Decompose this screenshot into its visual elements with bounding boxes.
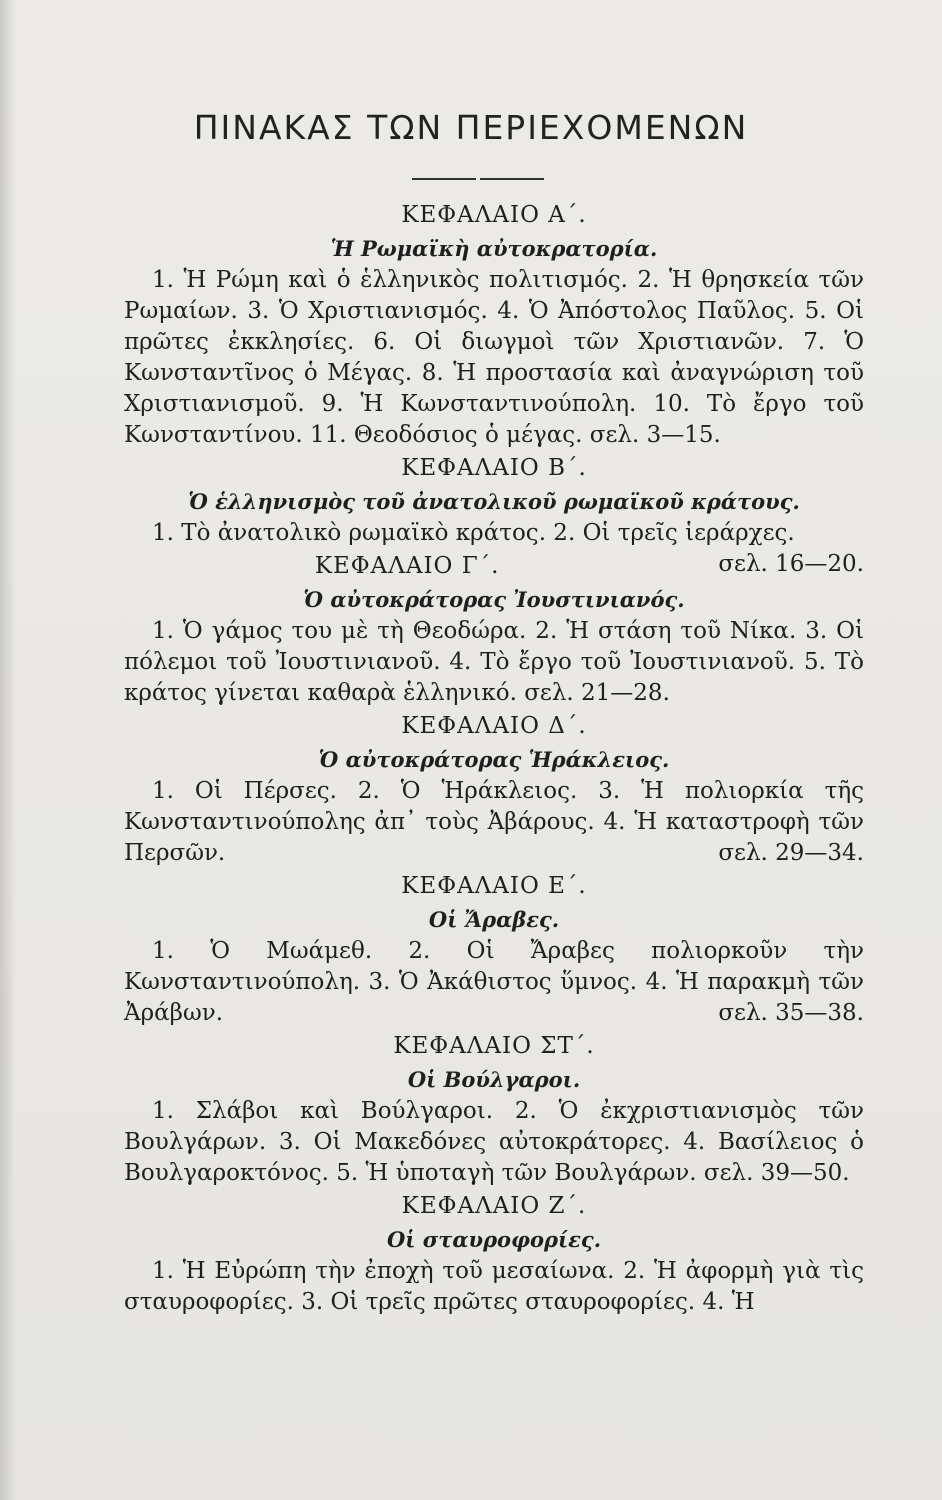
chapter-5 [124, 869, 864, 1029]
chapter-title: Ὁ αὐτοκράτορας Ἡράκλειος. [318, 747, 670, 772]
page-edge-shadow [0, 0, 16, 1500]
chapter-7 [124, 1189, 864, 1318]
chapter-sections: 1. Σλάβοι καὶ Βούλγαροι. 2. Ὁ ἐκχριστιανισμὸς τῶν Βουλγάρων. 3. Οἱ Μακεδόνες αὐτοκράτορες. 4. Βασίλειος ὁ Βουλγαροκτόνος. 5. Ἡ ὑποταγὴ τῶν Βουλγάρων. [124, 1098, 864, 1186]
chapter-label: ΚΕΦΑΛΑΙΟ Β΄. [401, 455, 587, 481]
chapter-contents [124, 1096, 864, 1189]
chapter-sections: 1. Ἡ Εὐρώπη τὴν ἐποχὴ τοῦ μεσαίωνα. 2. Ἡ ἀφορμὴ γιὰ τὶς σταυροφορίες. 3. Οἱ τρεῖς πρῶτες σταυροφορίες. 4. Ἡ [124, 1258, 864, 1315]
chapter-contents [124, 265, 864, 451]
page-range: σελ. 39—50. [703, 1160, 850, 1186]
page-range: σελ. 21—28. [524, 680, 670, 706]
chapter-6 [124, 1029, 864, 1189]
chapter-label: ΚΕΦΑΛΑΙΟ Δ΄. [401, 713, 587, 739]
chapter-title: Οἱ σταυροφορίες. [386, 1227, 602, 1252]
chapter-sections: 1. Ὁ γάμος του μὲ τὴ Θεοδώρα. 2. Ἡ στάση τοῦ Νίκα. 3. Οἱ πόλεμοι τοῦ Ἰουστινιανοῦ. 4. Τὸ ἔργο τοῦ Ἰουστινιανοῦ. 5. Τὸ κράτος γίνεται καθαρὰ ἑλληνικό. [124, 618, 864, 706]
chapter-sections: 1. Ὁ Μωάμεθ. 2. Οἱ Ἄραβες πολιορκοῦν τὴν Κωνσταντινούπολη. 3. Ὁ Ἀκάθιστος ὕμνος. 4. Ἡ παρακμὴ τῶν Ἀράβων. [124, 938, 864, 1026]
chapter-label: ΚΕΦΑΛΑΙΟ Ζ΄. [401, 1193, 587, 1219]
divider-rule-right [480, 178, 544, 180]
chapter-label: ΚΕΦΑΛΑΙΟ ΣΤ΄. [393, 1033, 595, 1059]
page-range: σελ. 16—20. [718, 551, 864, 577]
chapter-sections: 1. Οἱ Πέρσες. 2. Ὁ Ἡράκλειος. 3. Ἡ πολιορκία τῆς Κωνσταντινούπολης ἀπ᾿ τοὺς Ἀβάρους. 4. Ἡ καταστροφὴ τῶν Περσῶν. [124, 778, 864, 866]
chapter-contents [124, 936, 864, 1029]
chapter-contents [124, 616, 864, 709]
divider-rule-left [412, 178, 476, 180]
chapter-sections: 1. Ἡ Ρώμη καὶ ὁ ἑλληνικὸς πολιτισμός. 2. Ἡ θρησκεία τῶν Ρωμαίων. 3. Ὁ Χριστιανισμός. 4. Ὁ Ἀπόστολος Παῦλος. 5. Οἱ πρῶτες ἐκκλησίες. 6. Οἱ διωγμοὶ τῶν Χριστιανῶν. 7. Ὁ Κωνσταντῖνος ὁ Μέγας. 8. Ἡ προστασία καὶ ἀναγνώριση τοῦ Χριστιανισμοῦ. 9. Ἡ Κωνσταντινούπολη. 10. Τὸ ἔργο τοῦ Κωνσταντίνου. 11. Θεοδόσιος ὁ μέγας. [124, 267, 864, 448]
page-range: σελ. 29—34. [718, 840, 864, 866]
chapter-title: Οἱ Ἄραβες. [428, 907, 560, 932]
chapter-label: ΚΕΦΑΛΑΙΟ Γ΄. [314, 553, 500, 579]
chapter-title: Ἡ Ρωμαϊκὴ αὐτοκρατορία. [330, 236, 658, 261]
chapter-title: Ὁ αὐτοκράτορας Ἰουστινιανός. [303, 587, 685, 612]
page-range: σελ. 3—15. [589, 422, 721, 448]
chapter-sections: 1. Τὸ ἀνατολικὸ ρωμαϊκὸ κράτος. 2. Οἱ τρεῖς ἱεράρχες. [152, 520, 795, 546]
chapter-title: Ὁ ἑλληνισμὸς τοῦ ἀνατολικοῦ ρωμαϊκοῦ κράτους. [188, 489, 800, 514]
chapter-label: ΚΕΦΑΛΑΙΟ Ε΄. [401, 873, 587, 899]
page-title: ΠΙΝΑΚΑΣ ΤΩΝ ΠΕΡΙΕΧΟΜΕΝΩΝ [193, 108, 749, 147]
chapter-label: ΚΕΦΑΛΑΙΟ Α΄. [401, 202, 587, 228]
chapter-4 [124, 709, 864, 869]
chapter-title: Οἱ Βούλγαροι. [407, 1067, 581, 1092]
table-of-contents [124, 198, 864, 1318]
chapter-contents [124, 776, 864, 869]
chapter-contents [124, 1256, 864, 1318]
chapter-1 [124, 198, 864, 451]
page-range: σελ. 35—38. [718, 1000, 864, 1026]
